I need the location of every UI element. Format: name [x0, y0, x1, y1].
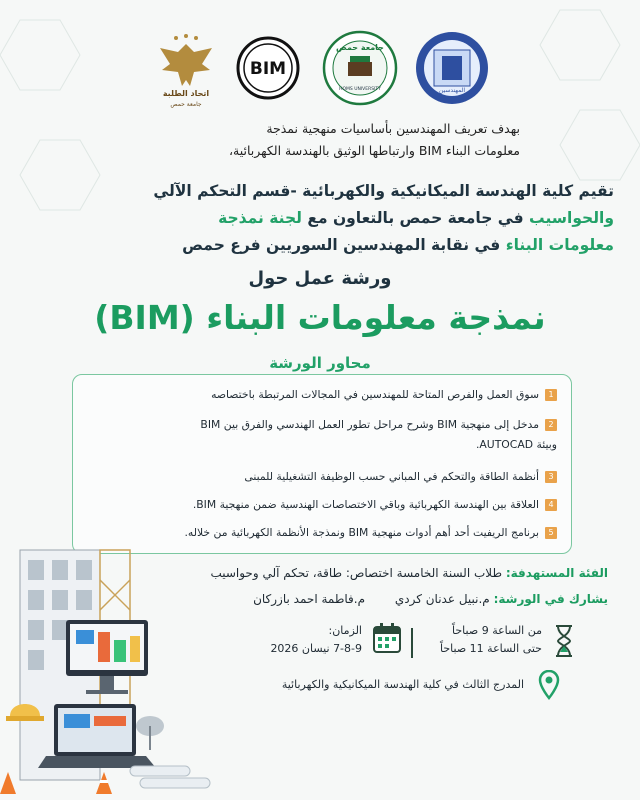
headline-line-2: [26, 205, 614, 232]
workshop-pre-title: ورشة عمل حول: [248, 268, 392, 289]
hourglass-icon: [552, 624, 576, 658]
location-info: [240, 672, 560, 698]
headline-part-5: معلومات البناء: [505, 236, 614, 254]
topic-text-3: أنظمة الطاقة والتحكم في المباني حسب الوظيفة التشغيلية للمبنى: [244, 470, 539, 483]
headline: [26, 178, 614, 259]
participant-name-2: م.فاطمة احمد بازركان: [253, 592, 366, 606]
headline-part-1: تقيم كلية الهندسة الميكانيكية والكهربائية -قسم التحكم الآلي: [153, 182, 614, 200]
university-logo-arabic: جامعة حمص: [336, 43, 384, 52]
topic-number-2: 2: [545, 419, 557, 431]
location-text: المدرج الثالث في كلية الهندسة الميكانيكية والكهربائية: [281, 678, 524, 691]
topic-number-4: 4: [545, 499, 557, 511]
participant-name-1: م.نبيل عدنان كردي: [394, 592, 490, 606]
homs-university-logo: [320, 30, 400, 110]
time-info: [404, 618, 576, 664]
intro-line-1: بهدف تعريف المهندسين بأساسيات منهجية نمذجة: [266, 121, 520, 136]
headline-line-3: [26, 232, 614, 259]
bim-logo-text: BIM: [249, 59, 287, 79]
student-union-line2: جامعة حمص: [170, 101, 202, 108]
workshop-title: نمذجة معلومات البناء (BIM): [94, 298, 546, 337]
logos-row: [150, 30, 490, 110]
topic-item-5: [184, 523, 557, 543]
bim-logo: [232, 30, 304, 110]
intro-line-2: معلومات البناء BIM وارتباطها الوثيق بالهندسة الكهربائية،: [228, 143, 520, 158]
building-illustration: [0, 540, 230, 800]
engineers-syndicate-logo: [412, 30, 492, 110]
topic-number-5: 5: [545, 527, 557, 539]
topic-text-4: العلاقة بين الهندسة الكهربائية وباقي الاختصاصات الهندسية ضمن منهجية BIM.: [192, 498, 539, 511]
student-union-line1: اتحاد الطلبة: [162, 89, 210, 98]
intro-text: [80, 118, 520, 162]
headline-part-6: في نقابة المهندسين السوريين فرع حمص: [182, 236, 501, 254]
target-value: طلاب السنة الخامسة اختصاص: طاقة، تحكم آلي وحواسيب: [210, 566, 502, 580]
target-label: الفئة المستهدفة:: [505, 566, 608, 580]
calendar-icon: [372, 622, 402, 654]
time-line-1: من الساعة 9 صباحاً: [452, 624, 542, 637]
axes-box: [72, 374, 572, 554]
topic-text-5: برنامج الريفيت أحد أهم أدوات منهجية BIM ونمذجة الأنظمة الكهربائية من خلاله.: [184, 526, 539, 539]
headline-part-3: في جامعة حمص بالتعاون مع: [307, 209, 524, 227]
date-info: [250, 622, 420, 664]
headline-part-4: لجنة نمذجة: [218, 209, 302, 227]
axes-title: محاور الورشة: [269, 354, 371, 372]
location-pin-icon: [538, 670, 560, 700]
topic-text-2b: وبيئة AUTOCAD.: [475, 438, 557, 451]
date-value: 7-8-9 نيسان 2026: [270, 642, 362, 655]
topic-item-3: [244, 467, 557, 487]
topic-text-1: سوق العمل والفرص المتاحة للمهندسين في المجالات المرتبطة باختصاصه: [211, 388, 539, 401]
university-logo-latin: HOMS UNIVERSITY: [339, 87, 381, 92]
topic-item-1: [211, 385, 557, 405]
participants-label: يشارك في الورشة:: [493, 592, 608, 606]
topic-item-4: [193, 495, 557, 515]
topic-item-2: [200, 415, 557, 455]
topic-text-2: مدخل إلى منهجية BIM وشرح مراحل تطور العمل الهندسي والفرق بين BIM: [200, 418, 539, 431]
topic-number-1: 1: [545, 389, 557, 401]
time-line-2: حتى الساعة 11 صباحاً: [440, 642, 542, 655]
student-union-logo: [150, 30, 222, 110]
headline-line-1: [26, 178, 614, 205]
date-label: الزمان:: [328, 624, 362, 637]
headline-part-2: والحواسيب: [529, 209, 614, 227]
topic-number-3: 3: [545, 471, 557, 483]
engineers-logo-text: المهندسين: [438, 87, 466, 94]
